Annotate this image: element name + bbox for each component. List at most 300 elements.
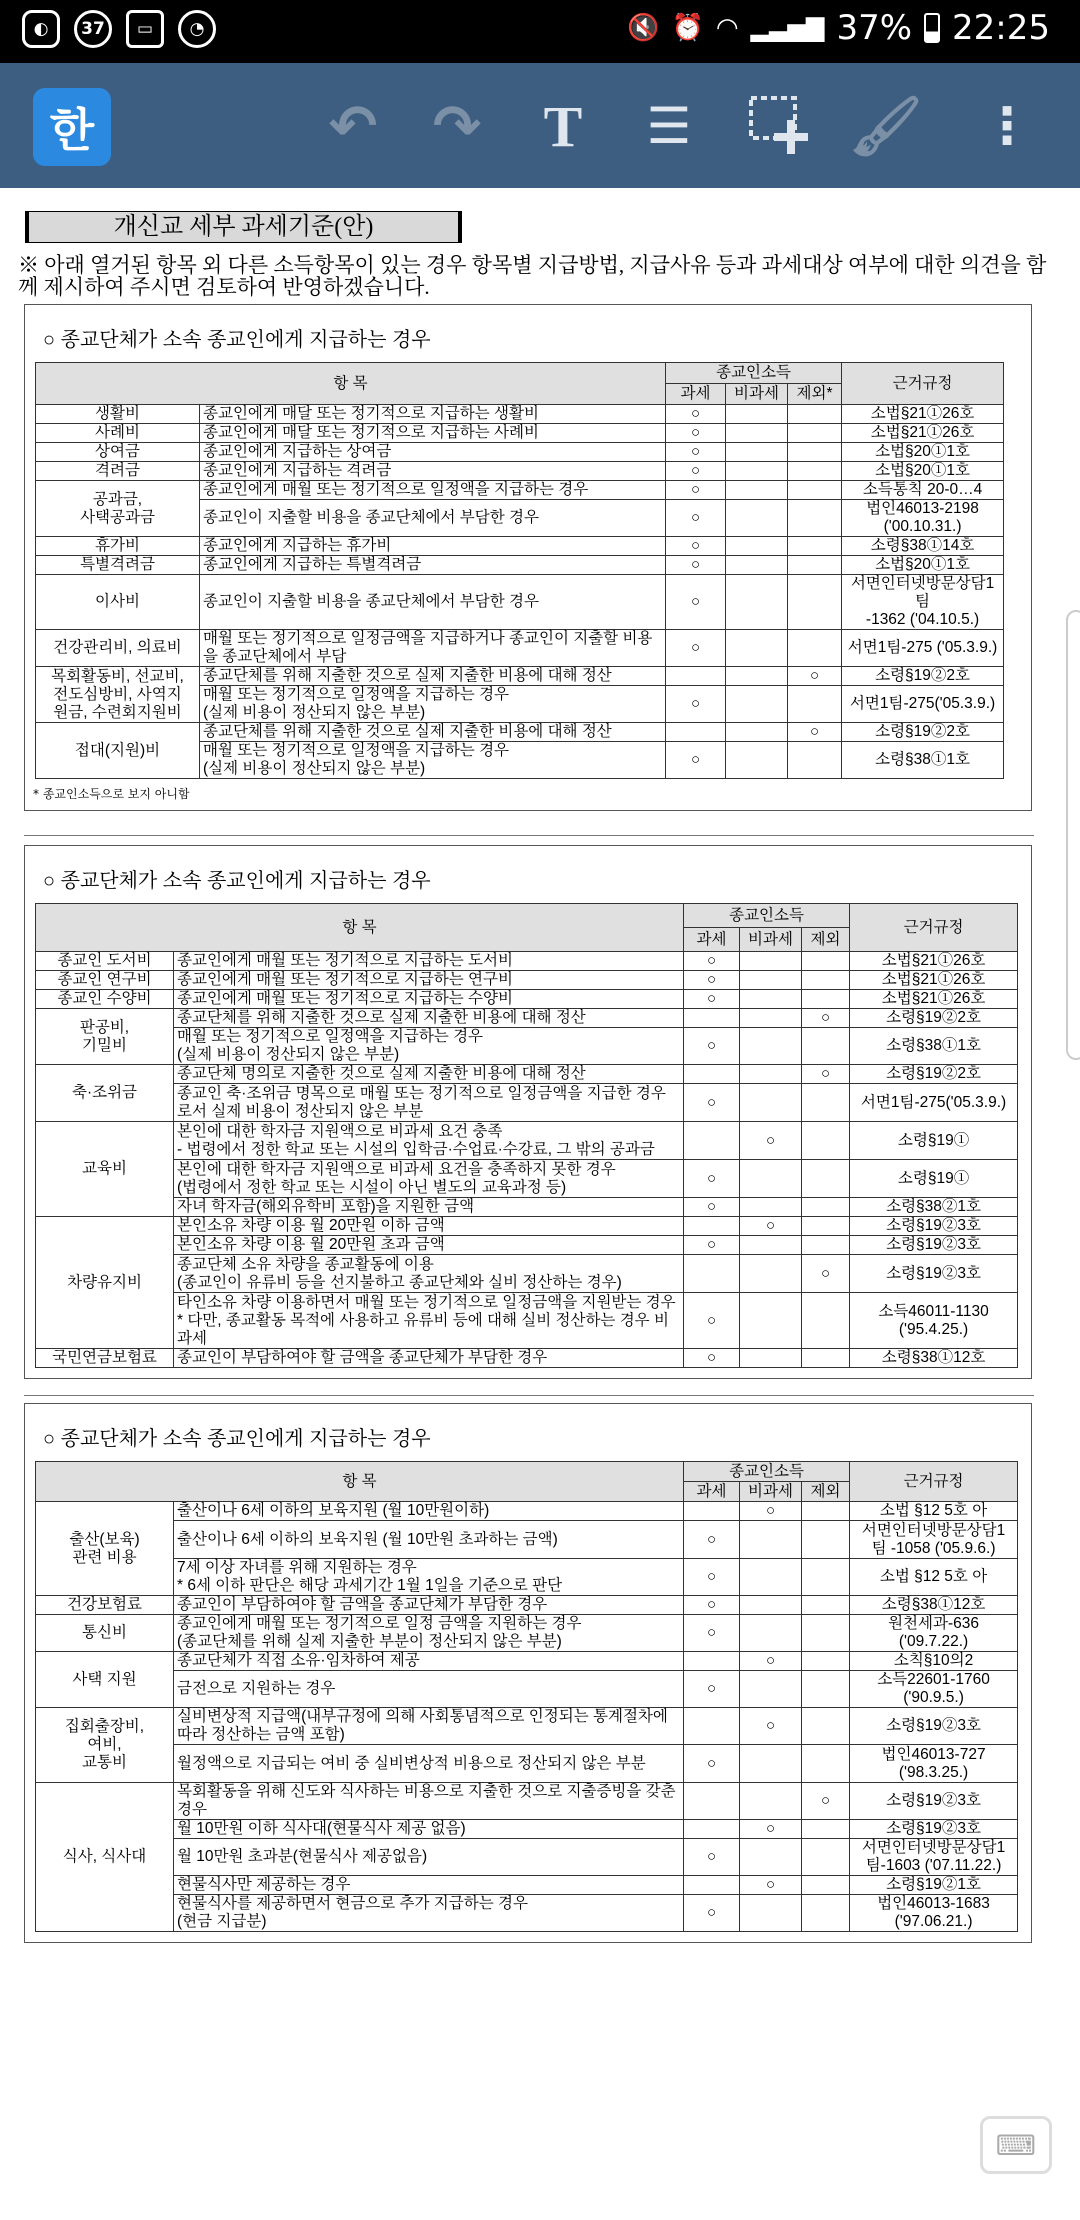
excluded-mark [788, 686, 842, 723]
nontaxable-mark [740, 1745, 802, 1783]
clock: 22:25 [952, 8, 1050, 48]
excluded-mark [802, 1198, 850, 1217]
taxable-mark: ○ [684, 1236, 740, 1255]
row-basis: 소법§20①1호 [842, 443, 1004, 462]
row-description: 목회활동을 위해 신도와 식사하는 비용으로 지출한 것으로 지출증빙을 갖춘 경우 [174, 1783, 684, 1820]
row-category: 목회활동비, 선교비, 전도심방비, 사역지 원금, 수련회지원비 [36, 667, 200, 723]
row-basis: 소령§19②2호 [842, 723, 1004, 742]
nontaxable-mark [740, 1895, 802, 1932]
nontaxable-mark [740, 1198, 802, 1217]
excluded-mark [802, 1217, 850, 1236]
table-row [36, 1255, 1018, 1293]
table-row [36, 1122, 1018, 1160]
table-row [36, 405, 1004, 424]
row-category: 출산(보육) 관련 비용 [36, 1502, 174, 1596]
row-description: 종교인에게 매월 또는 정기적으로 지급하는 수양비 [174, 990, 684, 1009]
table-row [36, 971, 1018, 990]
header-nontax: 비과세 [740, 1482, 802, 1502]
excluded-mark [788, 424, 842, 443]
excluded-mark [788, 537, 842, 556]
row-category: 건강보험료 [36, 1596, 174, 1615]
row-description: 종교인이 부담하여야 할 금액을 종교단체가 부담한 경우 [174, 1596, 684, 1615]
row-basis: 소법§21①26호 [842, 424, 1004, 443]
table-row [36, 1615, 1018, 1652]
nontaxable-mark [726, 481, 788, 500]
row-description: 월정액으로 지급되는 여비 중 실비변상적 비용으로 정산되지 않은 부분 [174, 1745, 684, 1783]
row-description: 종교단체가 직접 소유·임차하여 제공 [174, 1652, 684, 1671]
taxable-mark: ○ [666, 481, 726, 500]
excluded-mark [802, 1028, 850, 1065]
nontaxable-mark: ○ [740, 1217, 802, 1236]
row-basis: 법인46013-727 ('98.3.25.) [850, 1745, 1018, 1783]
nontaxable-mark [740, 1559, 802, 1596]
table-row [36, 952, 1018, 971]
header-item: 항 목 [36, 904, 684, 952]
header-basis: 근거규정 [850, 904, 1018, 952]
row-description: 종교인에게 지급하는 휴가비 [200, 537, 666, 556]
brush-icon[interactable]: 🖌 [849, 91, 923, 160]
taxable-mark [684, 1876, 740, 1895]
taxable-mark: ○ [684, 1559, 740, 1596]
row-basis: 소령§38①14호 [842, 537, 1004, 556]
header-tax: 과세 [666, 384, 726, 405]
excluded-mark [802, 1293, 850, 1349]
table-row [36, 630, 1004, 667]
row-description: 종교인 축·조위금 명목으로 매월 또는 정기적으로 일정금액을 지급한 경우로서 실제 비용이 정산되지 않은 부분 [174, 1084, 684, 1122]
taxable-mark: ○ [684, 1895, 740, 1932]
section-heading: ○ 종교단체가 소속 종교인에게 지급하는 경우 [43, 1428, 431, 1450]
taxable-mark: ○ [666, 462, 726, 481]
taxable-mark [684, 1217, 740, 1236]
row-description: 월 10만원 이하 식사대(현물식사 제공 없음) [174, 1820, 684, 1839]
table-row [36, 1217, 1018, 1236]
row-basis: 소령§19②3호 [850, 1820, 1018, 1839]
taxable-mark [684, 1652, 740, 1671]
excluded-mark [802, 1839, 850, 1876]
nontaxable-mark [740, 990, 802, 1009]
nontaxable-mark [740, 1065, 802, 1084]
header-basis: 근거규정 [850, 1462, 1018, 1502]
row-category: 통신비 [36, 1615, 174, 1652]
excluded-mark: ○ [802, 1255, 850, 1293]
row-category: 접대(지원)비 [36, 723, 200, 779]
taxable-mark: ○ [666, 630, 726, 667]
row-description: 타인소유 차량 이용하면서 매월 또는 정기적으로 일정금액을 지원받는 경우 * 다만, 종교활동 목적에 사용하고 유류비 등에 대해 실비 정산하는 경우 비과세 [174, 1293, 684, 1349]
nontaxable-mark [740, 1236, 802, 1255]
row-basis: 소령§19②1호 [850, 1876, 1018, 1895]
header-nontax: 비과세 [726, 384, 788, 405]
taxable-mark: ○ [684, 1671, 740, 1708]
nontaxable-mark [740, 1783, 802, 1820]
row-description: 종교인에게 매달 또는 정기적으로 지급하는 사례비 [200, 424, 666, 443]
taxable-mark: ○ [684, 1028, 740, 1065]
row-category: 판공비, 기밀비 [36, 1009, 174, 1065]
header-income: 종교인소득 [684, 904, 850, 928]
row-category: 사례비 [36, 424, 200, 443]
row-basis: 소령§19②2호 [842, 667, 1004, 686]
nontaxable-mark [740, 1521, 802, 1559]
taxable-mark [666, 667, 726, 686]
tax-table [35, 903, 1018, 1368]
taxable-mark: ○ [684, 1293, 740, 1349]
row-basis: 소득통칙 20-0…4 [842, 481, 1004, 500]
table-row [36, 424, 1004, 443]
row-basis: 소령§19① [850, 1122, 1018, 1160]
nontaxable-mark [740, 1160, 802, 1198]
taxable-mark [684, 1708, 740, 1745]
row-basis: 소령§38①12호 [850, 1349, 1018, 1368]
excluded-mark [802, 1708, 850, 1745]
row-description: 매월 또는 정기적으로 일정금액을 지급하거나 종교인이 지출할 비용을 종교단체에서 부담 [200, 630, 666, 667]
header-income: 종교인소득 [666, 363, 842, 384]
table-row [36, 481, 1004, 500]
nontaxable-mark [740, 1084, 802, 1122]
taxable-mark [684, 1783, 740, 1820]
row-basis: 소법§21①26호 [850, 990, 1018, 1009]
row-basis: 소법§21①26호 [842, 405, 1004, 424]
table-row [36, 1671, 1018, 1708]
scroll-edge-handle[interactable] [1066, 610, 1080, 1060]
section-heading: ○ 종교단체가 소속 종교인에게 지급하는 경우 [43, 870, 431, 892]
row-category: 국민연금보험료 [36, 1349, 174, 1368]
row-description: 종교인에게 매월 또는 정기적으로 지급하는 연구비 [174, 971, 684, 990]
row-basis: 소령§38①12호 [850, 1596, 1018, 1615]
excluded-mark: ○ [802, 1009, 850, 1028]
table-row [36, 1236, 1018, 1255]
row-category: 이사비 [36, 575, 200, 630]
table-row [36, 1160, 1018, 1198]
taxable-mark: ○ [684, 1160, 740, 1198]
mute-icon: 🔇 [627, 13, 660, 43]
taxable-mark: ○ [666, 686, 726, 723]
row-basis: 원천세과-636 ('09.7.22.) [850, 1615, 1018, 1652]
table-row [36, 1820, 1018, 1839]
row-description: 종교인에게 매달 또는 정기적으로 지급하는 생활비 [200, 405, 666, 424]
row-basis: 소령§19②3호 [850, 1783, 1018, 1820]
taxable-mark [684, 1255, 740, 1293]
table-row [36, 1198, 1018, 1217]
row-basis: 소령§19②3호 [850, 1236, 1018, 1255]
row-basis: 서면1팀-275('05.3.9.) [850, 1084, 1018, 1122]
taxable-mark: ○ [684, 1198, 740, 1217]
nontaxable-mark [740, 952, 802, 971]
battery-icon [924, 13, 940, 43]
row-description: 출산이나 6세 이하의 보육지원 (월 10만원 초과하는 금액) [174, 1521, 684, 1559]
taxable-mark: ○ [666, 424, 726, 443]
nontaxable-mark [726, 742, 788, 779]
excluded-mark [802, 1349, 850, 1368]
tax-table [35, 362, 1004, 779]
table-row [36, 1559, 1018, 1596]
doc-note: ※ 아래 열거된 항목 외 다른 소득항목이 있는 경우 항목별 지급방법, 지급사유 등과 과세대상 여부에 대한 의견을 함께 제시하여 주시면 검토하여 반영하겠습니다. [18, 253, 1047, 299]
row-description: 월 10만원 초과분(현물식사 제공없음) [174, 1839, 684, 1876]
row-category: 건강관리비, 의료비 [36, 630, 200, 667]
table-row [36, 1349, 1018, 1368]
nontaxable-mark [726, 537, 788, 556]
excluded-mark [802, 1895, 850, 1932]
taxable-mark: ○ [684, 1615, 740, 1652]
nontaxable-mark [726, 575, 788, 630]
document-view[interactable] [0, 188, 1080, 2220]
row-category: 격려금 [36, 462, 200, 481]
paragraph-align-icon[interactable]: ☰ [646, 97, 692, 155]
row-description: 종교단체 명의로 지출한 것으로 실제 지출한 비용에 대해 정산 [174, 1065, 684, 1084]
header-income: 종교인소득 [684, 1462, 850, 1482]
excluded-mark [802, 1521, 850, 1559]
row-description: 매월 또는 정기적으로 일정액을 지급하는 경우 (실제 비용이 정산되지 않은 부분) [200, 686, 666, 723]
row-basis: 소령§19②3호 [850, 1217, 1018, 1236]
excluded-mark: ○ [788, 723, 842, 742]
table-row [36, 556, 1004, 575]
row-basis: 소령§38②1호 [850, 1198, 1018, 1217]
nontaxable-mark: ○ [740, 1122, 802, 1160]
nontaxable-mark: ○ [740, 1502, 802, 1521]
row-basis: 소법§20①1호 [842, 556, 1004, 575]
table-footnote: * 종교인소득으로 보지 아니함 [33, 787, 190, 801]
taxable-mark: ○ [666, 742, 726, 779]
row-description: 현물식사만 제공하는 경우 [174, 1876, 684, 1895]
table-row [36, 1745, 1018, 1783]
row-category: 공과금, 사택공과금 [36, 481, 200, 537]
excluded-mark [788, 443, 842, 462]
header-excluded: 제외 [802, 1482, 850, 1502]
row-basis: 소령§38①1호 [850, 1028, 1018, 1065]
row-basis: 소법§20①1호 [842, 462, 1004, 481]
excluded-mark [788, 742, 842, 779]
row-description: 출산이나 6세 이하의 보육지원 (월 10만원이하) [174, 1502, 684, 1521]
taxable-mark: ○ [666, 500, 726, 537]
nontaxable-mark [740, 1839, 802, 1876]
nontaxable-mark [740, 1596, 802, 1615]
row-category: 상여금 [36, 443, 200, 462]
row-category: 종교인 수양비 [36, 990, 174, 1009]
taxable-mark: ○ [684, 1349, 740, 1368]
header-excluded: 제외* [788, 384, 842, 405]
battery-percent: 37% [836, 8, 913, 48]
taxable-mark [684, 1122, 740, 1160]
row-description: 종교인에게 지급하는 상여금 [200, 443, 666, 462]
excluded-mark [802, 1122, 850, 1160]
table-row [36, 1652, 1018, 1671]
row-basis: 소령§19②3호 [850, 1708, 1018, 1745]
taxable-mark: ○ [684, 1839, 740, 1876]
table-row [36, 1521, 1018, 1559]
section-2 [24, 845, 1032, 1379]
nontaxable-mark [726, 405, 788, 424]
excluded-mark [802, 1652, 850, 1671]
sync-icon: ◔ [178, 10, 216, 48]
nontaxable-mark: ○ [740, 1876, 802, 1895]
redo-icon[interactable]: ↷ [432, 92, 482, 160]
taxable-mark: ○ [666, 575, 726, 630]
header-tax: 과세 [684, 928, 740, 952]
excluded-mark [802, 1671, 850, 1708]
table-row [36, 1839, 1018, 1876]
row-basis: 소령§19②2호 [850, 1065, 1018, 1084]
row-description: 종교인에게 매월 또는 정기적으로 지급하는 도서비 [174, 952, 684, 971]
table-row [36, 1028, 1018, 1065]
row-category: 종교인 도서비 [36, 952, 174, 971]
excluded-mark [788, 575, 842, 630]
header-tax: 과세 [684, 1482, 740, 1502]
excluded-mark [788, 481, 842, 500]
alarm-icon: ⏰ [671, 13, 704, 43]
row-description: 자녀 학자금(해외유학비 포함)을 지원한 금액 [174, 1198, 684, 1217]
row-basis: 소령§19②2호 [850, 1009, 1018, 1028]
taxable-mark: ○ [684, 1084, 740, 1122]
table-row [36, 990, 1018, 1009]
row-description: 종교인에게 매월 또는 정기적으로 일정 금액을 지원하는 경우 (종교단체를 위해 실제 지출한 부분이 정산되지 않은 부분) [174, 1615, 684, 1652]
text-format-icon[interactable]: T [543, 93, 583, 159]
row-description: 실비변상적 지급액(내부규정에 의해 사회통념적으로 인정되는 통계절차에 따라 정산하는 금액 포함) [174, 1708, 684, 1745]
row-description: 종교단체를 위해 지출한 것으로 실제 지출한 비용에 대해 정산 [200, 723, 666, 742]
excluded-mark [802, 1615, 850, 1652]
header-item: 항 목 [36, 1462, 684, 1502]
nontaxable-mark [740, 1615, 802, 1652]
nontaxable-mark [726, 462, 788, 481]
row-basis: 서면인터넷방문상담1팀 -1362 ('04.10.5.) [842, 575, 1004, 630]
table-row [36, 443, 1004, 462]
table-row [36, 723, 1004, 742]
taxable-mark: ○ [684, 1521, 740, 1559]
taxable-mark [684, 1065, 740, 1084]
nontaxable-mark [740, 1028, 802, 1065]
row-basis: 소칙§10의2 [850, 1652, 1018, 1671]
taxable-mark [684, 1009, 740, 1028]
badge-icon: 37 [74, 10, 112, 48]
row-description: 종교인이 부담하여야 할 금액을 종교단체가 부담한 경우 [174, 1349, 684, 1368]
row-basis: 소령§19① [850, 1160, 1018, 1198]
table-row [36, 1596, 1018, 1615]
row-description: 종교인에게 지급하는 특별격려금 [200, 556, 666, 575]
excluded-mark: ○ [788, 667, 842, 686]
excluded-mark [802, 1084, 850, 1122]
row-basis: 서면1팀-275 ('05.3.9.) [842, 630, 1004, 667]
nontaxable-mark [726, 630, 788, 667]
excluded-mark [788, 630, 842, 667]
row-description: 본인소유 차량 이용 월 20만원 이하 금액 [174, 1217, 684, 1236]
row-description: 종교인이 지출할 비용을 종교단체에서 부담한 경우 [200, 575, 666, 630]
excluded-mark [788, 556, 842, 575]
excluded-mark [802, 1559, 850, 1596]
nontaxable-mark: ○ [740, 1652, 802, 1671]
undo-icon[interactable]: ↶ [328, 92, 378, 160]
excluded-mark [802, 990, 850, 1009]
row-category: 종교인 연구비 [36, 971, 174, 990]
row-basis: 소법 §12 5호 아 [850, 1502, 1018, 1521]
row-basis: 소득22601-1760 ('90.9.5.) [850, 1671, 1018, 1708]
row-category: 교육비 [36, 1122, 174, 1217]
taxable-mark: ○ [666, 537, 726, 556]
table-row [36, 462, 1004, 481]
nontaxable-mark [726, 723, 788, 742]
excluded-mark [802, 1820, 850, 1839]
header-nontax: 비과세 [740, 928, 802, 952]
row-description: 종교단체를 위해 지출한 것으로 실제 지출한 비용에 대해 정산 [174, 1009, 684, 1028]
row-basis: 서면인터넷방문상담1 팀 -1058 ('05.9.6.) [850, 1521, 1018, 1559]
taxable-mark [666, 723, 726, 742]
app-notification-icon: ◐ [22, 10, 60, 48]
nontaxable-mark: ○ [740, 1708, 802, 1745]
nontaxable-mark [726, 500, 788, 537]
excluded-mark [788, 462, 842, 481]
taxable-mark: ○ [666, 405, 726, 424]
table-row [36, 1293, 1018, 1349]
keyboard-toggle-icon[interactable]: ⌨ [980, 2116, 1052, 2174]
row-description: 본인소유 차량 이용 월 20만원 초과 금액 [174, 1236, 684, 1255]
excluded-mark [802, 1876, 850, 1895]
row-basis: 서면1팀-275('05.3.9.) [842, 686, 1004, 723]
row-description: 종교단체를 위해 지출한 것으로 실제 지출한 비용에 대해 정산 [200, 667, 666, 686]
doc-title: 개신교 세부 과세기준(안) [25, 211, 462, 243]
excluded-mark [802, 971, 850, 990]
row-category: 사택 지원 [36, 1652, 174, 1708]
row-category: 생활비 [36, 405, 200, 424]
nontaxable-mark [740, 1349, 802, 1368]
table-row [36, 1065, 1018, 1084]
table-row [36, 1084, 1018, 1122]
row-basis: 소득46011-1130 ('95.4.25.) [850, 1293, 1018, 1349]
excluded-mark [802, 1160, 850, 1198]
table-row [36, 537, 1004, 556]
row-description: 종교인이 지출할 비용을 종교단체에서 부담한 경우 [200, 500, 666, 537]
row-basis: 소령§38①1호 [842, 742, 1004, 779]
row-basis: 소법 §12 5호 아 [850, 1559, 1018, 1596]
excluded-mark [788, 500, 842, 537]
signal-icon: ▂▃▅▇ [750, 14, 825, 42]
excluded-mark: ○ [802, 1065, 850, 1084]
table-row [36, 667, 1004, 686]
row-category: 휴가비 [36, 537, 200, 556]
excluded-mark [802, 1502, 850, 1521]
section-3 [24, 1403, 1032, 1943]
row-category: 집회출장비, 여비, 교통비 [36, 1708, 174, 1783]
taxable-mark: ○ [684, 971, 740, 990]
excluded-mark [788, 405, 842, 424]
row-description: 종교인에게 매월 또는 정기적으로 일정액을 지급하는 경우 [200, 481, 666, 500]
row-basis: 법인46013-1683 ('97.06.21.) [850, 1895, 1018, 1932]
row-basis: 소령§19②3호 [850, 1255, 1018, 1293]
wifi-icon: ◠ [715, 13, 739, 43]
row-description: 본인에 대한 학자금 지원액으로 비과세 요건 충족 - 법령에서 정한 학교 또는 시설의 입학금·수업료·수강료, 그 밖의 공과금 [174, 1122, 684, 1160]
excluded-mark: ○ [802, 1783, 850, 1820]
insert-object-icon[interactable] [742, 91, 820, 161]
table-row [36, 1009, 1018, 1028]
nontaxable-mark [726, 556, 788, 575]
row-category: 축·조위금 [36, 1065, 174, 1122]
more-options-icon[interactable]: ⋮ [982, 97, 1032, 155]
hancom-logo-icon[interactable]: 한 [33, 88, 111, 166]
taxable-mark: ○ [684, 1596, 740, 1615]
nontaxable-mark: ○ [740, 1820, 802, 1839]
nontaxable-mark [740, 1293, 802, 1349]
row-description: 현물식사를 제공하면서 현금으로 추가 지급하는 경우 (현금 지급분) [174, 1895, 684, 1932]
excluded-mark [802, 1236, 850, 1255]
taxable-mark: ○ [666, 556, 726, 575]
nontaxable-mark [726, 443, 788, 462]
row-description: 매월 또는 정기적으로 일정액을 지급하는 경우 (실제 비용이 정산되지 않은 부분) [174, 1028, 684, 1065]
row-basis: 법인46013-2198 ('00.10.31.) [842, 500, 1004, 537]
row-basis: 서면인터넷방문상담1 팀-1603 ('07.11.22.) [850, 1839, 1018, 1876]
header-item: 항 목 [36, 363, 666, 405]
row-description: 본인에 대한 학자금 지원액으로 비과세 요건을 충족하지 못한 경우 (법령에서 정한 학교 또는 시설이 아닌 별도의 교육과정 등) [174, 1160, 684, 1198]
taxable-mark [684, 1820, 740, 1839]
nontaxable-mark [726, 686, 788, 723]
row-basis: 소법§21①26호 [850, 971, 1018, 990]
header-basis: 근거규정 [842, 363, 1004, 405]
row-description: 금전으로 지원하는 경우 [174, 1671, 684, 1708]
row-category: 차량유지비 [36, 1217, 174, 1349]
